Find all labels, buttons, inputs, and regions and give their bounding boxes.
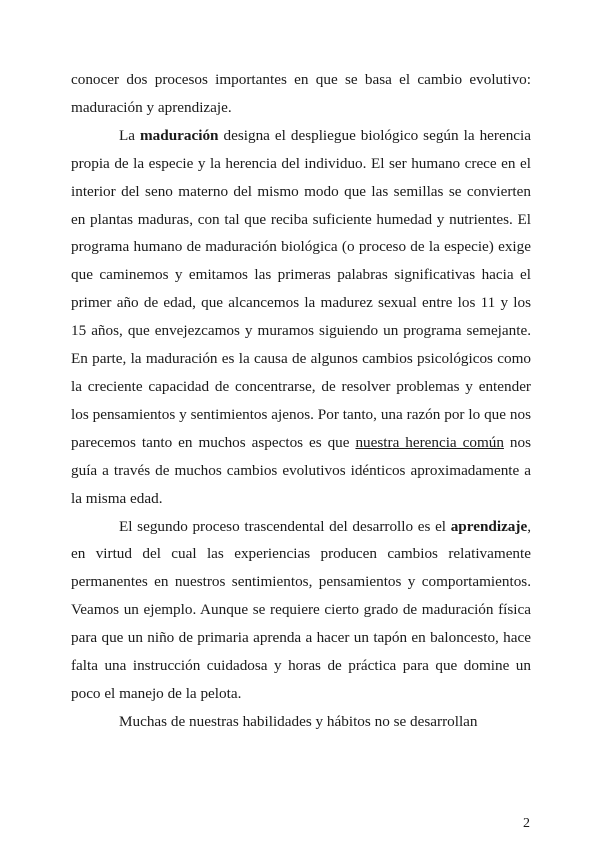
paragraph-2 [71,122,531,513]
body-text [71,66,531,736]
paragraph-1-text: conocer dos procesos importantes en que se basa el cambio evolutivo: maduración y aprendizaje. [71,71,531,116]
paragraph-3-text-b: , en virtud del cual las experiencias producen cambios relativamente permanentes en nuestros sentimientos, pensamientos y comportamientos. Veamos un ejemplo. Aunque se requiere cierto grado de maduración física para que un niño de primaria aprenda a hacer un tapón en baloncesto, hace falta una instrucción cuidadosa y horas de práctica para que domine un poco el manejo de la pelota. [71,517,531,702]
paragraph-2-text-a: La [119,126,141,144]
paragraph-2-text-c: nos guía a través de muchos cambios evolutivos idénticos aproximadamente a la misma edad. [71,433,531,507]
page-number: 2 [523,816,530,831]
term-aprendizaje: aprendizaje [450,517,528,535]
paragraph-3-text-a: El segundo proceso trascendental del desarrollo es el [119,517,451,535]
paragraph-3 [71,513,531,708]
paragraph-1 [71,66,531,122]
term-maduracion: maduración [140,126,219,144]
underlined-phrase: nuestra herencia común [355,433,504,451]
paragraph-4 [71,708,531,736]
paragraph-2-text-b: designa el despliegue biológico según la herencia propia de la especie y la herencia del individuo. El ser humano crece en el interior del seno materno del mismo modo que las semillas se convierten en plantas maduras, con tal que reciba suficiente humedad y nutrientes. El programa humano de maduración biológica (o proceso de la especie) exige que caminemos y emitamos las primeras palabras significativas hacia el primer año de edad, que alcancemos la madurez sexual entre los 11 y los 15 años, que envejezcamos y muramos siguiendo un programa semejante. En parte, la maduración es la causa de algunos cambios psicológicos como la creciente capacidad de concentrarse, de resolver problemas y entender los pensamientos y sentimientos ajenos. Por tanto, una razón por lo que nos parecemos tanto en muchos aspectos es que [71,126,531,451]
paragraph-4-text: Muchas de nuestras habilidades y hábitos no se desarrollan [119,712,478,730]
